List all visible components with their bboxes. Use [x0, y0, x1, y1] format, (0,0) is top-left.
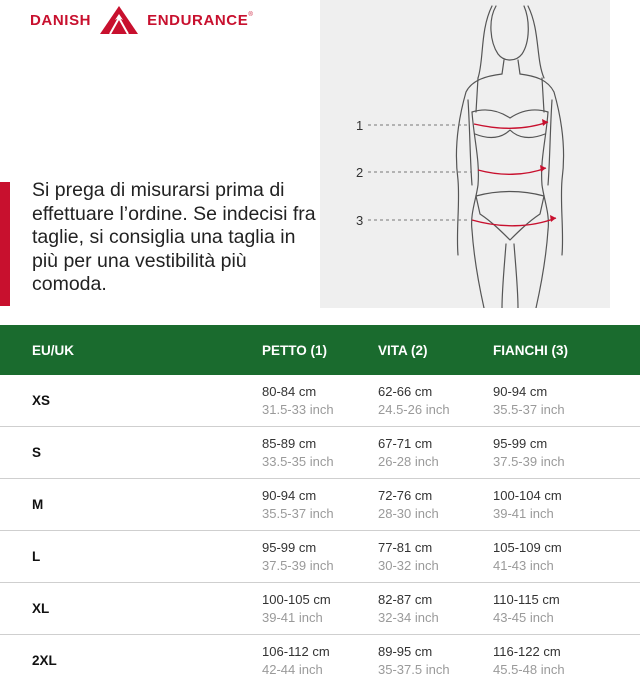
chest-inch: 37.5-39 inch: [262, 558, 334, 573]
hips-cm: 110-115 cm: [493, 592, 560, 607]
chest-inch: 39-41 inch: [262, 610, 323, 625]
chest-cell: [262, 435, 334, 471]
intro-text: Si prega di misurarsi prima di effettuare l’ordine. Se indecisi fra taglie, si consiglia una taglia in più per una vestibilità più comoda.: [32, 179, 316, 295]
size-label: 2XL: [32, 653, 57, 668]
size-label: XS: [32, 393, 51, 408]
table-row: [0, 427, 640, 479]
hips-inch: 39-41 inch: [493, 506, 554, 521]
waist-cm: 82-87 cm: [378, 592, 433, 607]
measurement-figure: [320, 0, 610, 308]
table-row: [0, 375, 640, 427]
marker-label-3: 3: [356, 213, 364, 228]
accent-bar: [0, 182, 10, 306]
body-outline-illustration: [320, 0, 610, 308]
table-row: [0, 583, 640, 635]
hips-cell: [493, 591, 560, 627]
waist-inch: 26-28 inch: [378, 454, 439, 469]
hips-inch: 45.5-48 inch: [493, 662, 565, 677]
waist-cell: [378, 539, 439, 575]
header-hips: FIANCHI (3): [493, 343, 568, 358]
hips-cell: [493, 487, 562, 523]
chest-cm: 80-84 cm: [262, 384, 317, 399]
hips-cell: [493, 435, 565, 471]
hips-inch: 41-43 inch: [493, 558, 554, 573]
waist-inch: 24.5-26 inch: [378, 402, 450, 417]
chest-cm: 95-99 cm: [262, 540, 317, 555]
size-label: S: [32, 445, 42, 460]
waist-cm: 67-71 cm: [378, 436, 433, 451]
waist-inch: 32-34 inch: [378, 610, 439, 625]
chest-cell: [262, 643, 330, 679]
size-table: [0, 325, 640, 686]
size-label: M: [32, 497, 44, 512]
hips-cm: 105-109 cm: [493, 540, 562, 555]
table-row: [0, 635, 640, 686]
table-row: [0, 479, 640, 531]
waist-cell: [378, 643, 450, 679]
hips-cell: [493, 643, 565, 679]
chest-cell: [262, 383, 334, 419]
waist-cell: [378, 487, 439, 523]
chest-cell: [262, 539, 334, 575]
chest-inch: 35.5-37 inch: [262, 506, 334, 521]
waist-cell: [378, 435, 439, 471]
hips-cm: 90-94 cm: [493, 384, 548, 399]
waist-cm: 77-81 cm: [378, 540, 433, 555]
waist-cell: [378, 383, 450, 419]
hips-cm: 100-104 cm: [493, 488, 562, 503]
chest-cm: 85-89 cm: [262, 436, 317, 451]
size-label: XL: [32, 601, 50, 616]
chest-inch: 31.5-33 inch: [262, 402, 334, 417]
chest-cell: [262, 591, 331, 627]
hips-inch: 37.5-39 inch: [493, 454, 565, 469]
chest-inch: 33.5-35 inch: [262, 454, 334, 469]
hips-inch: 43-45 inch: [493, 610, 554, 625]
chest-cm: 90-94 cm: [262, 488, 317, 503]
header-waist: VITA (2): [378, 343, 428, 358]
waist-cell: [378, 591, 439, 627]
trademark-symbol: ®: [248, 12, 253, 18]
chest-cell: [262, 487, 334, 523]
brand-logo: [30, 0, 253, 40]
marker-label-2: 2: [356, 165, 364, 180]
waist-cm: 62-66 cm: [378, 384, 433, 399]
brand-name-left: DANISH: [30, 11, 92, 29]
waist-inch: 35-37.5 inch: [378, 662, 450, 677]
size-label: L: [32, 549, 41, 564]
chest-cm: 106-112 cm: [262, 644, 330, 659]
chest-cm: 100-105 cm: [262, 592, 331, 607]
hips-cell: [493, 539, 562, 575]
hips-cell: [493, 383, 565, 419]
waist-inch: 28-30 inch: [378, 506, 439, 521]
waist-cm: 89-95 cm: [378, 644, 433, 659]
header-chest: PETTO (1): [262, 343, 328, 358]
waist-cm: 72-76 cm: [378, 488, 433, 503]
logo-mountain-icon: [97, 5, 141, 35]
table-row: [0, 531, 640, 583]
header-size: EU/UK: [32, 343, 75, 358]
hips-inch: 35.5-37 inch: [493, 402, 565, 417]
hips-cm: 116-122 cm: [493, 644, 561, 659]
chest-inch: 42-44 inch: [262, 662, 323, 677]
brand-name-right: ENDURANCE: [147, 11, 249, 29]
marker-label-1: 1: [356, 118, 364, 133]
table-header: [0, 325, 640, 375]
waist-inch: 30-32 inch: [378, 558, 439, 573]
hips-cm: 95-99 cm: [493, 436, 548, 451]
